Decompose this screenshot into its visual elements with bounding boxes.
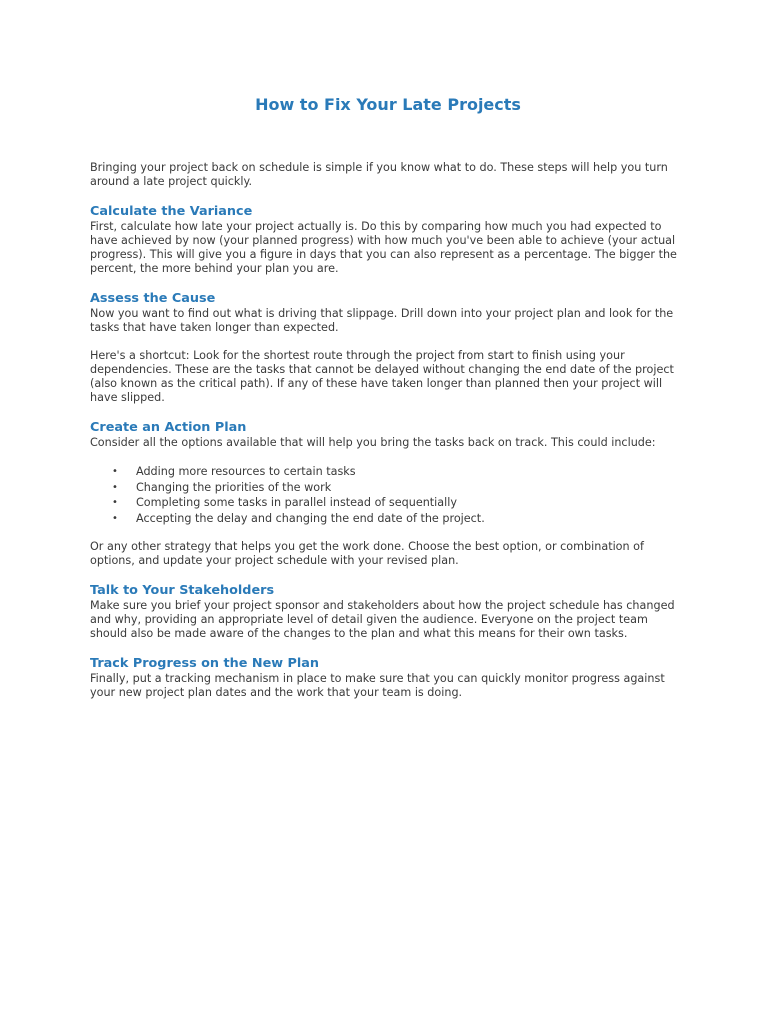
bullet-icon: • <box>112 466 118 477</box>
bullet-icon: • <box>112 481 118 493</box>
section-heading: Track Progress on the New Plan <box>90 656 320 671</box>
section-heading: Create an Action Plan <box>90 420 247 435</box>
list-item-text: Accepting the delay and changing the end date of the project. <box>136 511 485 525</box>
options-list <box>90 464 686 526</box>
section-assess-cause <box>90 290 686 405</box>
list-item-text: Adding more resources to certain tasks <box>136 465 356 478</box>
section-heading: Assess the Cause <box>90 291 216 306</box>
document-title: How to Fix Your Late Projects <box>255 95 521 114</box>
section-action-plan <box>90 419 686 568</box>
list-item <box>90 495 686 511</box>
section-heading: Calculate the Variance <box>90 204 253 219</box>
section-paragraph: Finally, put a tracking mechanism in place to make sure that you can quickly monitor progress against your new project plan dates and the work that your team is doing. <box>90 672 665 699</box>
list-item <box>90 480 686 496</box>
document-page <box>90 94 686 714</box>
list-item-text: Completing some tasks in parallel instead of sequentially <box>136 496 457 509</box>
section-paragraph: Make sure you brief your project sponsor and stakeholders about how the project schedule has changed and why, providing an appropriate level of detail given the audience. Everyone on the project team should also be made aware of the changes to the plan and what this means for their own tasks. <box>90 599 675 640</box>
section-calculate-variance <box>90 203 686 276</box>
section-paragraph: Or any other strategy that helps you get the work done. Choose the best option, or combination of options, and update your project schedule with your revised plan. <box>90 540 644 567</box>
list-item <box>90 464 686 480</box>
section-paragraph: Consider all the options available that will help you bring the tasks back on track. This could include: <box>90 436 656 449</box>
section-heading: Talk to Your Stakeholders <box>90 583 275 598</box>
list-item-text: Changing the priorities of the work <box>136 480 332 494</box>
bullet-icon: • <box>112 512 118 524</box>
section-paragraph: First, calculate how late your project actually is. Do this by comparing how much you had expected to have achieved by now (your planned progress) with how much you've been able to achieve (your actual progress). This will give you a figure in days that you can also represent as a percentage. The bigger the percent, the more behind your plan you are. <box>90 220 677 275</box>
section-talk-stakeholders <box>90 582 686 641</box>
bullet-icon: • <box>112 497 118 508</box>
list-item <box>90 511 686 527</box>
section-paragraph: Here's a shortcut: Look for the shortest route through the project from start to finish using your dependencies. These are the tasks that cannot be delayed without changing the end date of the project (also known as the critical path). If any of these have taken longer than planned then your project will have slipped. <box>90 349 674 404</box>
section-track-progress <box>90 655 686 700</box>
section-paragraph: Now you want to find out what is driving that slippage. Drill down into your project plan and look for the tasks that have taken longer than expected. <box>90 307 674 334</box>
intro-paragraph: Bringing your project back on schedule is simple if you know what to do. These steps will help you turn around a late project quickly. <box>90 161 668 188</box>
